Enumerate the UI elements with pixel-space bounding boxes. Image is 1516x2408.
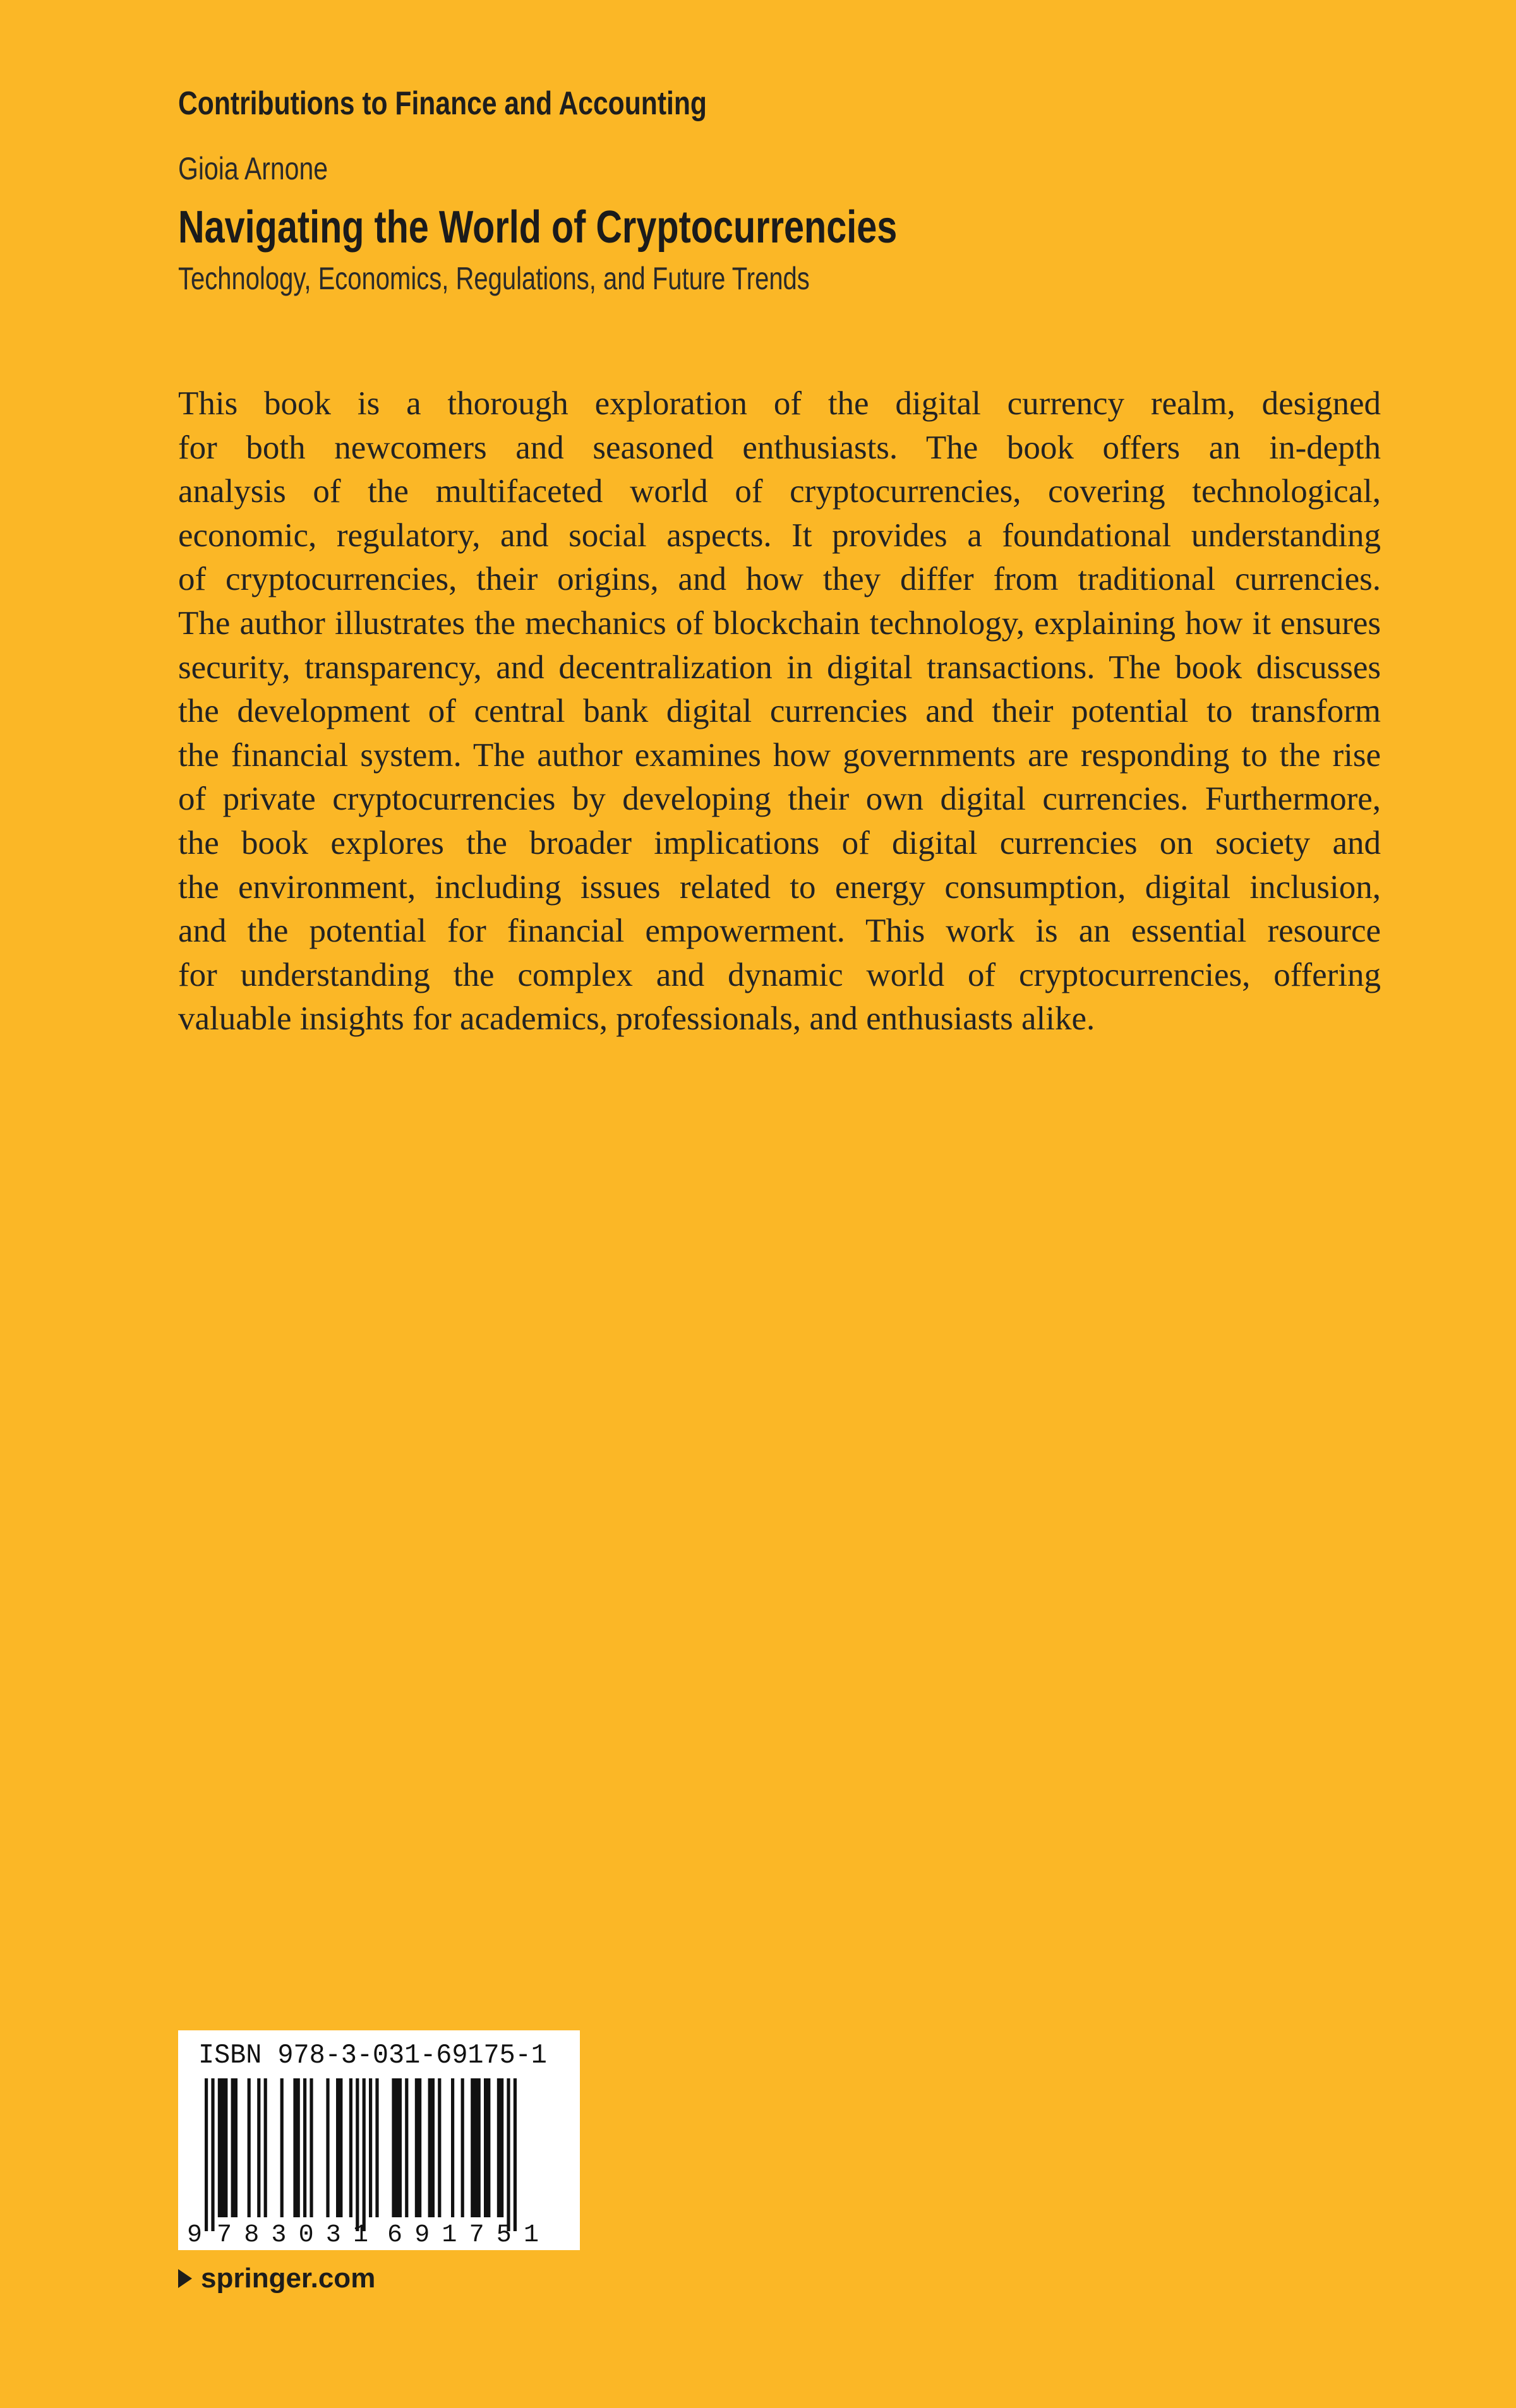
barcode-bar <box>451 2078 454 2217</box>
book-description <box>178 382 1381 1041</box>
barcode-bar <box>303 2078 306 2217</box>
barcode-guard-bar <box>363 2078 366 2231</box>
barcode-bar <box>461 2078 464 2217</box>
description-line: the book explores the broader implications of digital currencies on society and <box>178 824 1381 861</box>
description-line: the environment, including issues related to energy consumption, digital inclusion, <box>178 868 1381 906</box>
barcode-bar <box>264 2078 267 2217</box>
barcode-bar <box>392 2078 402 2217</box>
barcode-bar <box>280 2078 284 2217</box>
barcode-guard-bar <box>356 2078 359 2231</box>
barcode-bar <box>293 2078 299 2217</box>
description-line: for both newcomers and seasoned enthusiasts. The book offers an in-depth <box>178 429 1381 466</box>
barcode-bar <box>415 2078 421 2217</box>
barcode-graphic <box>178 2030 580 2250</box>
barcode-left-digits: 783031 <box>217 2221 368 2249</box>
barcode-bar <box>326 2078 329 2217</box>
barcode-guard-bar <box>507 2078 510 2231</box>
description-line: and the potential for financial empowerment. This work is an essential resource <box>178 913 1381 950</box>
barcode-guard-bar <box>514 2078 517 2231</box>
description-line: economic, regulatory, and social aspects. It provides a foundational understanding <box>178 517 1381 554</box>
description-line: for understanding the complex and dynamic world of cryptocurrencies, offering <box>178 956 1381 993</box>
barcode-bar <box>405 2078 408 2217</box>
description-line: security, transparency, and decentralization in digital transactions. The book discusses <box>178 649 1381 686</box>
description-line: the financial system. The author examines how governments are responding to the rise <box>178 736 1381 774</box>
description-line: valuable insights for academics, professionals, and enthusiasts alike. <box>178 1000 1095 1038</box>
barcode-bar <box>471 2078 481 2217</box>
description-line: The author illustrates the mechanics of blockchain technology, explaining how it ensures <box>178 604 1381 642</box>
publisher-url[interactable]: springer.com <box>201 2263 376 2294</box>
publisher-link[interactable] <box>178 2260 375 2297</box>
barcode-bar <box>497 2078 503 2217</box>
barcode-bar <box>438 2078 441 2217</box>
barcode-bar <box>369 2078 372 2217</box>
series-name: Contributions to Finance and Accounting <box>178 85 707 122</box>
barcode-bar <box>248 2078 251 2217</box>
description-line: of private cryptocurrencies by developing their own digital currencies. Furthermore, <box>178 781 1381 818</box>
barcode-guard-bar <box>205 2078 208 2231</box>
play-triangle-icon <box>178 2269 192 2288</box>
description-line: the development of central bank digital currencies and their potential to transform <box>178 693 1381 730</box>
barcode-guard-bar <box>211 2078 214 2231</box>
barcode-bar <box>218 2078 228 2217</box>
description-line: analysis of the multifaceted world of cryptocurrencies, covering technological, <box>178 473 1381 510</box>
isbn-barcode-panel <box>178 2030 580 2250</box>
barcode-bar <box>257 2078 260 2217</box>
barcode-bar <box>310 2078 313 2217</box>
barcode-bar <box>336 2078 342 2217</box>
barcode-bars <box>205 2078 517 2231</box>
book-title: Navigating the World of Cryptocurrencies <box>178 202 898 253</box>
barcode-bar <box>428 2078 435 2217</box>
barcode-right-digits: 691751 <box>387 2221 539 2249</box>
barcode-bar <box>484 2078 490 2217</box>
book-subtitle: Technology, Economics, Regulations, and Future Trends <box>178 261 810 296</box>
description-line: This book is a thorough exploration of the digital currency realm, designed <box>178 385 1381 422</box>
barcode-bar <box>231 2078 238 2217</box>
barcode-bar <box>349 2078 352 2217</box>
barcode-first-digit: 9 <box>187 2221 203 2249</box>
barcode-bar <box>375 2078 378 2217</box>
description-line: of cryptocurrencies, their origins, and how they differ from traditional currencies. <box>178 561 1381 598</box>
author-name: Gioia Arnone <box>178 151 328 186</box>
isbn-label: ISBN 978-3-031-69175-1 <box>198 2040 547 2071</box>
